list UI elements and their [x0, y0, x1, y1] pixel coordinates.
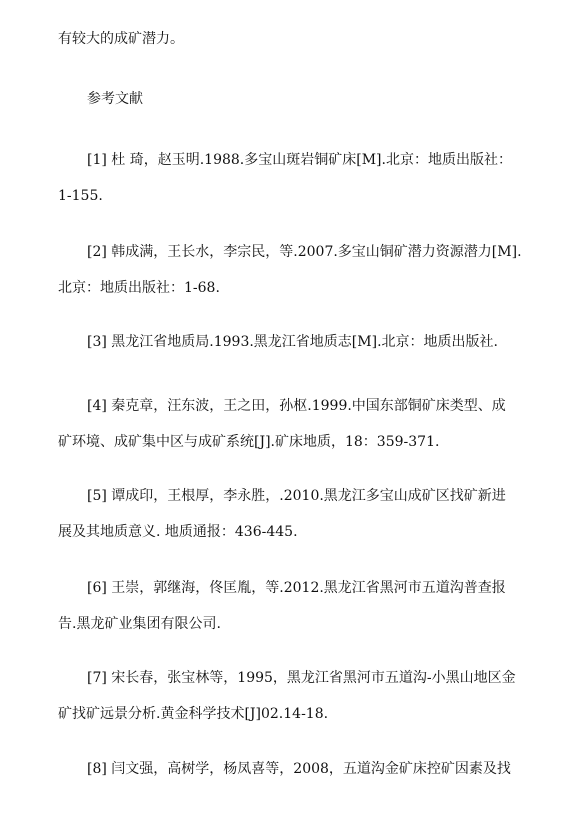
- reference-line: 北京：地质出版社：1-68.: [58, 280, 220, 296]
- reference-item: [58, 395, 528, 453]
- reference-line: 展及其地质意义. 地质通报：436-445.: [58, 524, 298, 540]
- reference-line: [8] 闫文强，高树学，杨凤喜等，2008，五道沟金矿床控矿因素及找: [87, 761, 511, 777]
- reference-item: [58, 577, 528, 635]
- reference-line: [7] 宋长春，张宝林等，1995，黑龙江省黑河市五道沟-小黑山地区金: [87, 670, 516, 686]
- reference-item: [58, 331, 528, 353]
- reference-line: [4] 秦克章，汪东波，王之田，孙枢.1999.中国东部铜矿床类型、成: [87, 398, 506, 414]
- reference-line: [5] 谭成印，王根厚，李永胜，.2010.黑龙江多宝山成矿区找矿新进: [87, 488, 506, 504]
- reference-item: [58, 241, 528, 299]
- reference-line: [2] 韩成满，王长水，李宗民，等.2007.多宝山铜矿潜力资源潜力[M].: [87, 244, 522, 260]
- references-heading: 参考文献: [87, 91, 143, 107]
- reference-line: [3] 黑龙江省地质局.1993.黑龙江省地质志[M].北京：地质出版社.: [87, 334, 498, 350]
- reference-item: [58, 667, 528, 725]
- intro-text: 有较大的成矿潜力。: [58, 31, 184, 47]
- reference-line: 矿环境、成矿集中区与成矿系统[J].矿床地质，18：359-371.: [58, 434, 440, 450]
- reference-line: 1-155.: [58, 188, 103, 204]
- reference-item: [58, 149, 528, 207]
- reference-item: [58, 758, 528, 780]
- reference-line: [1] 杜 琦，赵玉明.1988.多宝山斑岩铜矿床[M].北京：地质出版社：: [87, 152, 512, 168]
- reference-item: [58, 485, 528, 543]
- reference-line: 告.黑龙矿业集团有限公司.: [58, 616, 221, 632]
- reference-line: 矿找矿远景分析.黄金科学技术[J]02.14-18.: [58, 706, 329, 722]
- reference-line: [6] 王崇，郭继海，佟匡胤，等.2012.黑龙江省黑河市五道沟普查报: [87, 580, 506, 596]
